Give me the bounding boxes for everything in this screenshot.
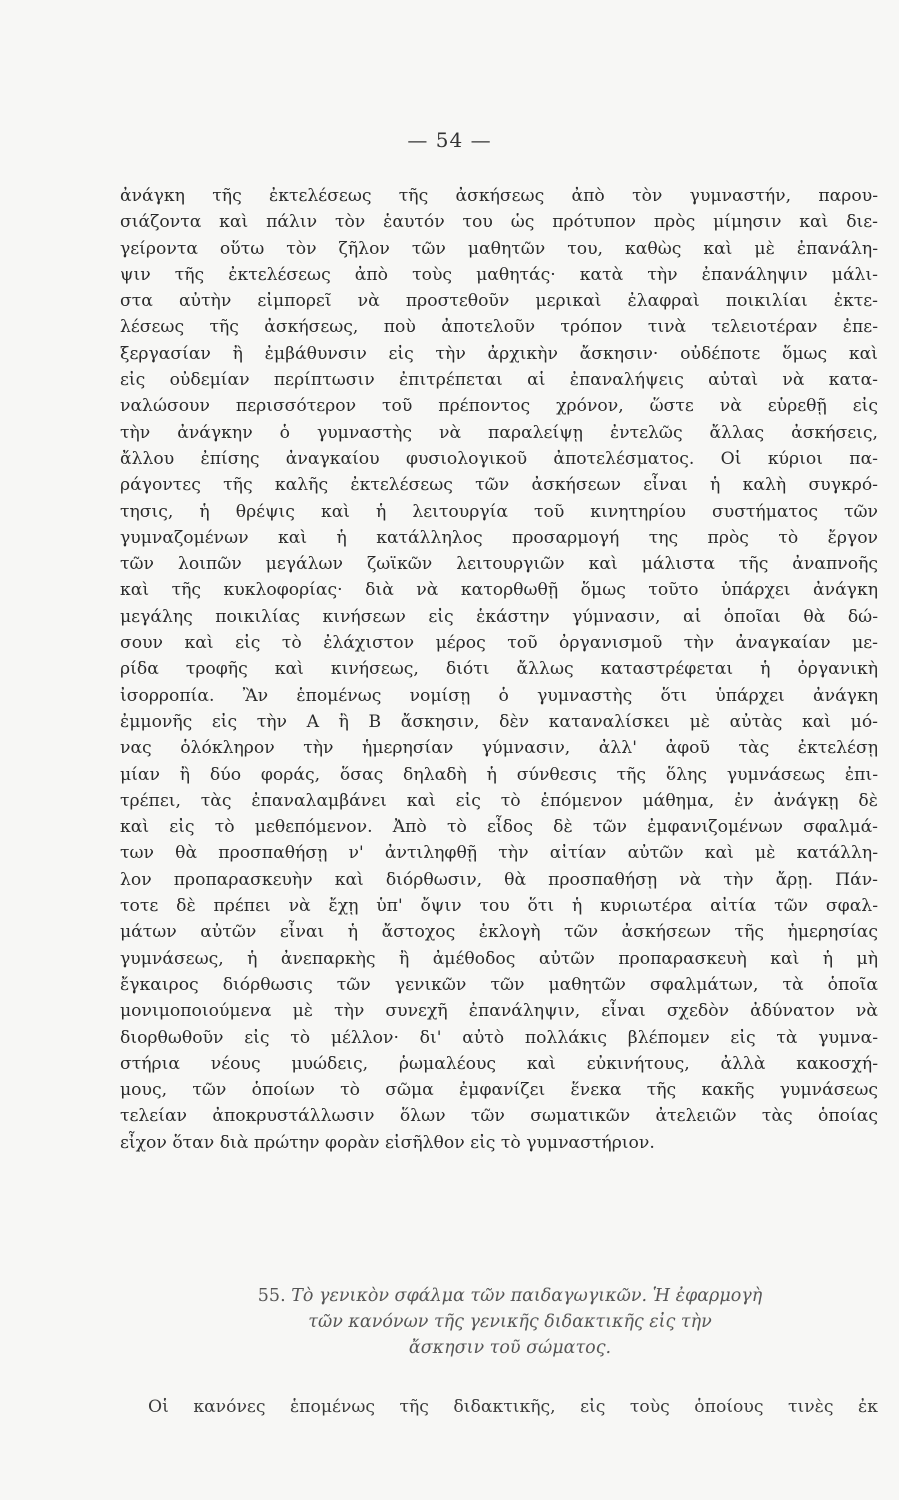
text-line: στα αὐτὴν εἰμπορεῖ νὰ προστεθοῦν μερικαὶ ἐλαφραὶ ποικιλίαι ἐκτε- <box>120 291 878 312</box>
section-title-part-2: τῶν κανόνων τῆς γενικῆς διδακτικῆς εἰς τὴν <box>308 1312 712 1332</box>
text-line: σιάζοντα καὶ πάλιν τὸν ἑαυτόν του ὡς πρότυπον πρὸς μίμησιν καὶ διε- <box>120 212 878 233</box>
text-line: ἐμμονῆς εἰς τὴν Α ἢ Β ἄσκησιν, δὲν καταναλίσκει μὲ αὐτὰς καὶ μό- <box>120 711 878 732</box>
text-line: γυμνάσεως, ἡ ἀνεπαρκὴς ἢ ἀμέθοδος αὐτῶν προπαρασκευὴ καὶ ἡ μὴ <box>120 948 878 969</box>
text-line: ἀνάγκη τῆς ἐκτελέσεως τῆς ἀσκήσεως ἀπὸ τὸν γυμναστήν, παρου- <box>120 186 878 206</box>
text-line: τελείαν ἀποκρυστάλλωσιν ὅλων τῶν σωματικῶν ἀτελειῶν τὰς ὁποίας <box>120 1106 878 1127</box>
text-line: μάτων αὐτῶν εἶναι ἡ ἄστοχος ἐκλογὴ τῶν ἀσκήσεων τῆς ἡμερησίας <box>120 922 878 943</box>
text-line: ξεργασίαν ἢ ἐμβάθυνσιν εἰς τὴν ἀρχικὴν ἄσκησιν· οὐδέποτε ὅμως καὶ <box>120 343 878 364</box>
text-line: μίαν ἢ δύο φοράς, ὅσας δηλαδὴ ἡ σύνθεσις τῆς ὅλης γυμνάσεως ἐπι- <box>120 764 878 785</box>
text-line: εἶχον ὅταν διὰ πρώτην φορὰν εἰσῆλθον εἰς τὸ γυμναστήριον. <box>120 1132 655 1153</box>
text-line: ἄλλου ἐπίσης ἀναγκαίου φυσιολογικοῦ ἀποτελέσματος. Οἱ κύριοι πα- <box>120 448 878 469</box>
text-line: λον προπαρασκευὴν καὶ διόρθωσιν, θὰ προσπαθήσῃ νὰ τὴν ἄρῃ. Πάν- <box>120 869 878 890</box>
page-number: — 54 — <box>407 128 492 152</box>
continuation-paragraph: Οἱ κανόνες ἑπομένως τῆς διδακτικῆς, εἰς τοὺς ὁποίους τινὲς ἐκ <box>148 1397 878 1417</box>
text-line: ρίδα τροφῆς καὶ κινήσεως, διότι ἄλλως καταστρέφεται ἡ ὀργανικὴ <box>120 659 878 680</box>
text-line: τοτε δὲ πρέπει νὰ ἔχῃ ὑπ' ὄψιν του ὅτι ἡ κυριωτέρα αἰτία τῶν σφαλ- <box>120 896 878 917</box>
text-line: των θὰ προσπαθήσῃ ν' ἀντιληφθῇ τὴν αἰτίαν αὐτῶν καὶ μὲ κατάλλη- <box>120 843 878 864</box>
text-line: τὴν ἀνάγκην ὁ γυμναστὴς νὰ παραλείψῃ ἐντελῶς ἄλλας ἀσκήσεις, <box>120 422 878 443</box>
text-line: καὶ εἰς τὸ μεθεπόμενον. Ἀπὸ τὸ εἶδος δὲ τῶν ἐμφανιζομένων σφαλμά- <box>120 817 878 838</box>
section-number: 55. <box>257 1286 286 1306</box>
text-line: γείροντα οὕτω τὸν ζῆλον τῶν μαθητῶν του, καθὼς καὶ μὲ ἐπανάλη- <box>120 238 878 259</box>
text-line: σουν καὶ εἰς τὸ ἐλάχιστον μέρος τοῦ ὀργανισμοῦ τὴν ἀναγκαίαν με- <box>120 633 878 654</box>
section-title-part-1: Τὸ γενικὸν σφάλμα τῶν παιδαγωγικῶν. Ἡ ἐφαρμογὴ <box>291 1286 763 1306</box>
text-line: μους, τῶν ὁποίων τὸ σῶμα ἐμφανίζει ἕνεκα τῆς κακῆς γυμνάσεως <box>120 1080 878 1101</box>
section-heading <box>150 1283 870 1361</box>
text-line: ἰσορροπία. Ἂν ἑπομένως νομίσῃ ὁ γυμναστὴς ὅτι ὑπάρχει ἀνάγκη <box>120 685 878 706</box>
text-line: μεγάλης ποικιλίας κινήσεων εἰς ἑκάστην γύμνασιν, αἱ ὁποῖαι θὰ δώ- <box>120 606 878 627</box>
section-title-part-3: ἄσκησιν τοῦ σώματος. <box>408 1338 612 1358</box>
text-line: τησις, ἡ θρέψις καὶ ἡ λειτουργία τοῦ κινητηρίου συστήματος τῶν <box>120 501 878 522</box>
text-line: τῶν λοιπῶν μεγάλων ζωϊκῶν λειτουργιῶν καὶ μάλιστα τῆς ἀναπνοῆς <box>120 554 878 575</box>
text-line: τρέπει, τὰς ἐπαναλαμβάνει καὶ εἰς τὸ ἑπόμενον μάθημα, ἐν ἀνάγκῃ δὲ <box>120 790 878 811</box>
text-line: καὶ τῆς κυκλοφορίας· διὰ νὰ κατορθωθῇ ὅμως τοῦτο ὑπάρχει ἀνάγκη <box>120 580 878 601</box>
text-line: μονιμοποιούμενα μὲ τὴν συνεχῆ ἐπανάληψιν, εἶναι σχεδὸν ἀδύνατον νὰ <box>120 1001 878 1022</box>
text-line: ψιν τῆς ἐκτελέσεως ἀπὸ τοὺς μαθητάς· κατὰ τὴν ἐπανάληψιν μάλι- <box>120 264 878 285</box>
text-line: εἰς οὐδεμίαν περίπτωσιν ἐπιτρέπεται αἱ ἐπαναλήψεις αὐταὶ νὰ κατα- <box>120 370 878 391</box>
text-line: στήρια νέους μυώδεις, ῥωμαλέους καὶ εὐκινήτους, ἀλλὰ κακοσχή- <box>120 1053 878 1074</box>
text-line: λέσεως τῆς ἀσκήσεως, ποὺ ἀποτελοῦν τρόπον τινὰ τελειοτέραν ἐπε- <box>120 317 878 338</box>
text-line: διορθωθοῦν εἰς τὸ μέλλον· δι' αὐτὸ πολλάκις βλέπομεν εἰς τὰ γυμνα- <box>120 1027 878 1048</box>
section-heading-line-1 <box>150 1283 870 1309</box>
text-line: γυμναζομένων καὶ ἡ κατάλληλος προσαρμογή της πρὸς τὸ ἔργον <box>120 527 878 548</box>
text-line: ράγοντες τῆς καλῆς ἐκτελέσεως τῶν ἀσκήσεων εἶναι ἡ καλὴ συγκρό- <box>120 475 878 496</box>
text-line: ναλώσουν περισσότερον τοῦ πρέποντος χρόνον, ὥστε νὰ εὑρεθῇ εἰς <box>120 396 878 417</box>
text-line: ἔγκαιρος διόρθωσις τῶν γενικῶν τῶν μαθητῶν σφαλμάτων, τὰ ὁποῖα <box>120 974 878 995</box>
text-line: νας ὁλόκληρον τὴν ἡμερησίαν γύμνασιν, ἀλλ' ἀφοῦ τὰς ἐκτελέσῃ <box>120 738 878 759</box>
body-text <box>120 183 878 1156</box>
